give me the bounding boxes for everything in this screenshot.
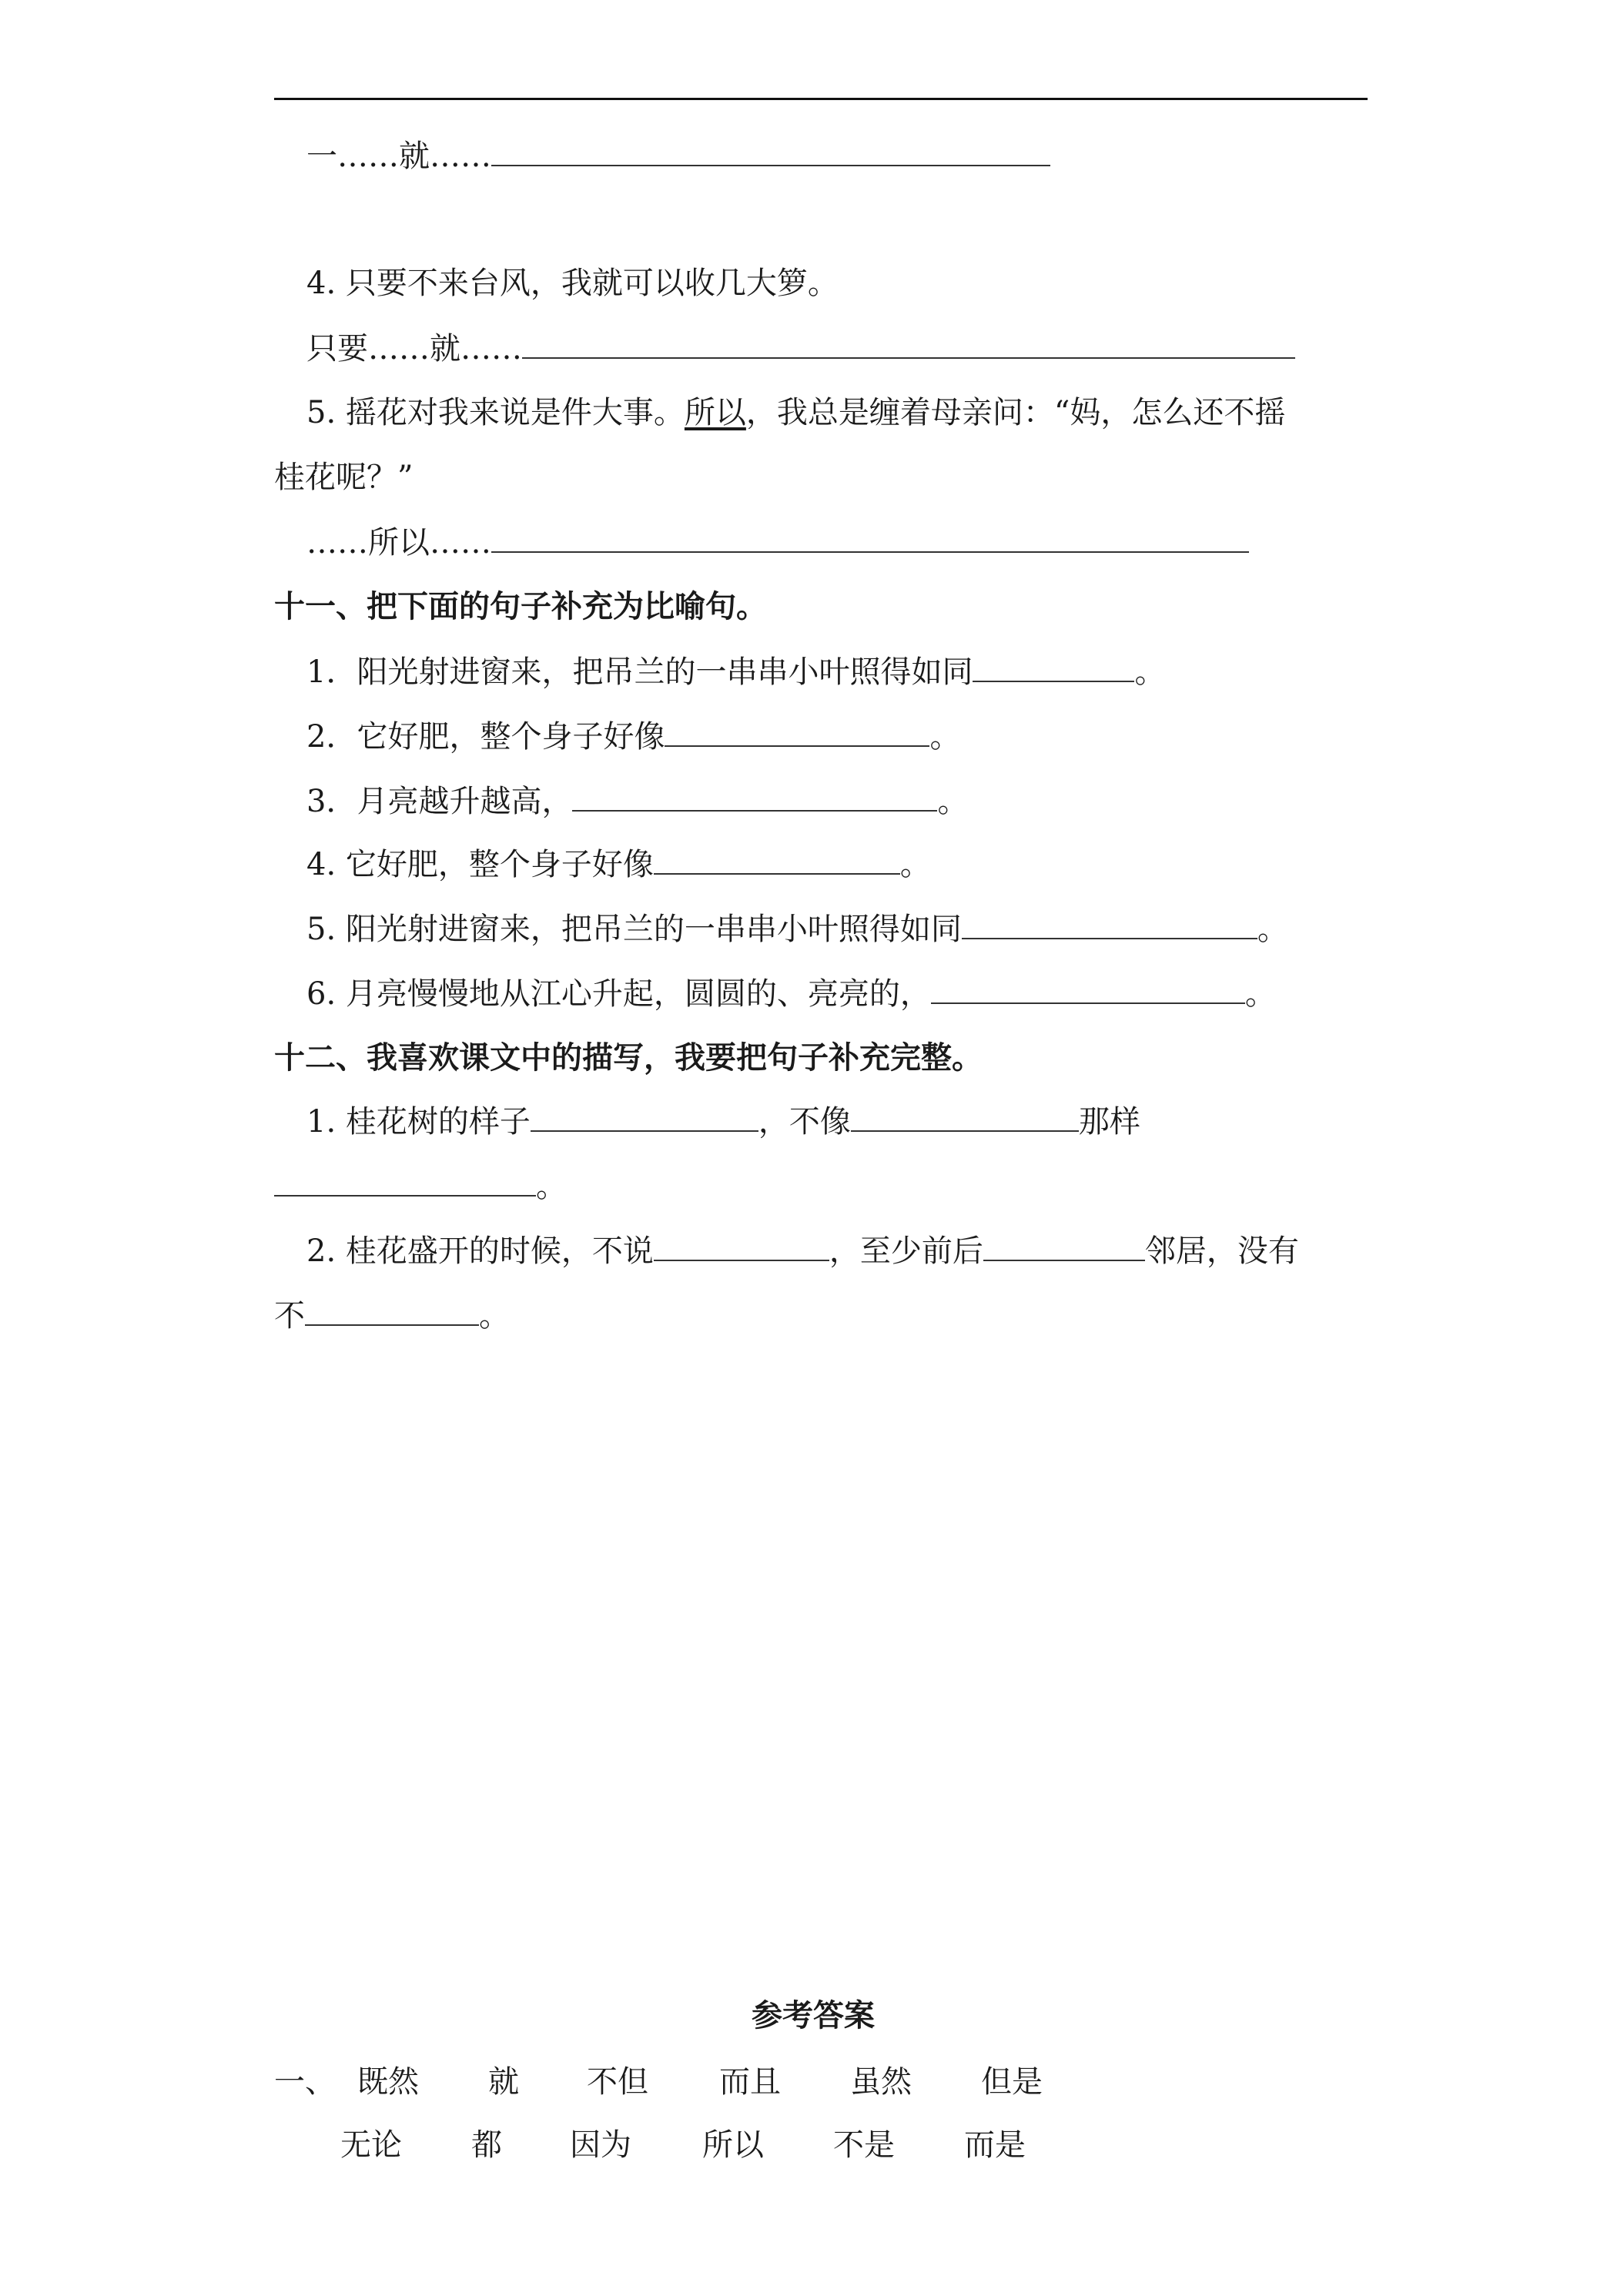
s11-item-4-end: 。 bbox=[899, 847, 931, 882]
top-divider bbox=[274, 98, 1368, 100]
s12-item-1-text-b: ，不像 bbox=[758, 1104, 851, 1140]
answer-blank[interactable] bbox=[654, 1229, 829, 1261]
pattern-yi-jiu-line bbox=[306, 134, 1050, 178]
s12-item-2-text-b: ，至少前后 bbox=[829, 1233, 983, 1269]
answer-blank[interactable] bbox=[491, 134, 1050, 166]
s11-item-1-end: 。 bbox=[1134, 654, 1166, 690]
s11-item-2 bbox=[306, 715, 960, 758]
answer-word: 既然 bbox=[357, 2064, 419, 2100]
s12-item-2-end: 。 bbox=[479, 1298, 510, 1334]
answer-word: 而且 bbox=[719, 2064, 781, 2100]
answer-key-title: 参考答案 bbox=[752, 1997, 875, 2033]
s11-item-5 bbox=[306, 907, 1288, 951]
s11-item-2-text: 2．它好肥，整个身子好像 bbox=[306, 719, 665, 755]
s12-item-2-text-d: 不 bbox=[274, 1298, 305, 1334]
answer-blank[interactable] bbox=[572, 779, 937, 812]
answer-blank[interactable] bbox=[931, 972, 1245, 1004]
s12-item-2-text-c: 邻居，没有 bbox=[1144, 1233, 1299, 1269]
q5-sentence bbox=[306, 391, 1285, 434]
q5-text-before: 5. 摇花对我来说是件大事。 bbox=[306, 395, 685, 430]
answer-word: 不但 bbox=[587, 2064, 648, 2100]
s11-item-3-end: 。 bbox=[937, 784, 969, 819]
answer-blank[interactable] bbox=[522, 326, 1295, 359]
s11-item-5-text: 5. 阳光射进窗来，把吊兰的一串串小叶照得如同 bbox=[306, 912, 962, 947]
answer-word: 虽然 bbox=[850, 2064, 912, 2100]
s12-item-2-cont bbox=[274, 1294, 510, 1337]
q4-sentence: 4. 只要不来台风，我就可以收几大箩。 bbox=[306, 266, 839, 301]
answer-blank[interactable] bbox=[491, 520, 1249, 553]
s11-item-1-text: 1．阳光射进窗来，把吊兰的一串串小叶照得如同 bbox=[306, 654, 973, 690]
answer-blank[interactable] bbox=[305, 1294, 479, 1326]
s12-item-1-text-a: 1. 桂花树的样子 bbox=[306, 1104, 531, 1140]
answer-word: 无论 bbox=[340, 2127, 402, 2163]
s12-item-1-text-c: 那样 bbox=[1078, 1104, 1140, 1140]
s11-item-4 bbox=[306, 842, 931, 886]
s12-item-1 bbox=[306, 1099, 1140, 1143]
answer-blank[interactable] bbox=[531, 1099, 758, 1132]
answer-word: 不是 bbox=[833, 2127, 895, 2163]
s11-item-3 bbox=[306, 779, 968, 823]
answer-blank[interactable] bbox=[274, 1164, 536, 1197]
answer-word: 就 bbox=[488, 2064, 519, 2100]
answer-word: 而是 bbox=[964, 2127, 1026, 2163]
q4-pattern: 只要……就…… bbox=[306, 331, 522, 366]
s11-item-5-end: 。 bbox=[1257, 912, 1288, 947]
s12-item-1-cont bbox=[274, 1164, 567, 1208]
answer-row-1-label: 一、 bbox=[274, 2064, 336, 2100]
answer-blank[interactable] bbox=[973, 650, 1134, 682]
s11-item-3-text: 3．月亮越升越高， bbox=[306, 784, 573, 819]
q5-pattern-line bbox=[306, 520, 1249, 564]
s11-item-1 bbox=[306, 650, 1165, 694]
pattern-yi-jiu: 一……就…… bbox=[306, 139, 491, 174]
s12-item-2 bbox=[306, 1229, 1299, 1273]
section-11-heading: 十一、把下面的句子补充为比喻句。 bbox=[274, 588, 767, 624]
answer-word: 所以 bbox=[702, 2127, 764, 2163]
answer-word: 但是 bbox=[981, 2064, 1043, 2100]
s11-item-4-text: 4. 它好肥，整个身子好像 bbox=[306, 847, 654, 882]
q5-sentence-continued: 桂花呢？” bbox=[274, 460, 414, 495]
q5-text-after: ，我总是缠着母亲问：“妈，怎么还不摇 bbox=[745, 395, 1286, 430]
q4-pattern-line bbox=[306, 326, 1295, 370]
answer-blank[interactable] bbox=[851, 1099, 1079, 1132]
section-12-heading: 十二、我喜欢课文中的描写，我要把句子补充完整。 bbox=[274, 1039, 983, 1076]
answer-word: 都 bbox=[471, 2127, 502, 2163]
s11-item-6-text: 6. 月亮慢慢地从江心升起，圆圆的、亮亮的， bbox=[306, 976, 931, 1012]
s12-item-2-text-a: 2. 桂花盛开的时候，不说 bbox=[306, 1233, 654, 1269]
s11-item-2-end: 。 bbox=[929, 719, 961, 755]
answer-blank[interactable] bbox=[983, 1229, 1145, 1261]
s12-item-1-end: 。 bbox=[536, 1169, 567, 1204]
q5-pattern: ……所以…… bbox=[306, 525, 491, 561]
answer-blank[interactable] bbox=[665, 715, 929, 747]
answer-blank[interactable] bbox=[962, 907, 1257, 939]
answer-word: 因为 bbox=[570, 2127, 631, 2163]
s11-item-6 bbox=[306, 972, 1276, 1016]
s11-item-6-end: 。 bbox=[1244, 976, 1276, 1012]
answer-blank[interactable] bbox=[654, 842, 900, 875]
answer-row-1 bbox=[274, 2060, 336, 2104]
q5-underlined-word: 所以 bbox=[684, 395, 746, 430]
